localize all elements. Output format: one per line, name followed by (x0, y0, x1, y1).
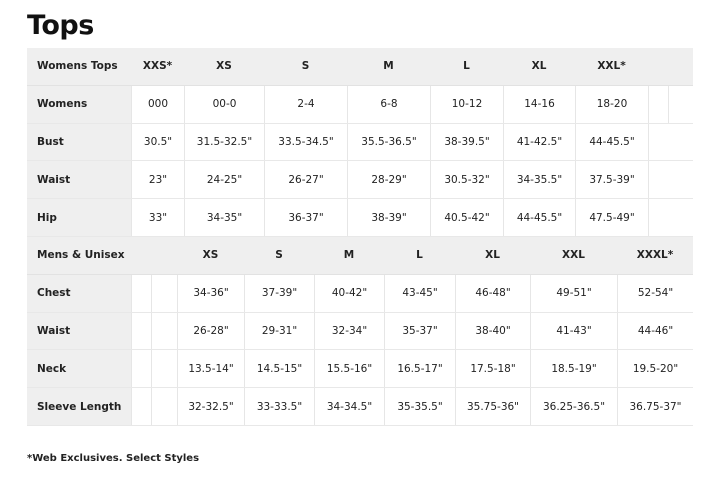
table-cell: 31.5-32.5" (184, 124, 264, 161)
table-row (27, 199, 693, 237)
empty-cell (151, 350, 177, 387)
row-label: Neck (27, 350, 131, 387)
table-cell: 34-36" (177, 275, 244, 312)
table-cell: 17.5-18" (455, 350, 530, 387)
table-cell: 33" (131, 199, 184, 236)
table-cell: 00-0 (184, 86, 264, 123)
table-cell: 37.5-39" (575, 161, 648, 198)
table-cell: 36-37" (264, 199, 347, 236)
womens-size-header: S (301, 60, 310, 73)
table-cell: 16.5-17" (384, 350, 455, 387)
table-cell: 14-16 (503, 86, 575, 123)
table-cell: 33.5-34.5" (264, 124, 347, 161)
table-row (27, 275, 693, 313)
table-cell: 19.5-20" (617, 350, 693, 387)
table-cell: 13.5-14" (177, 350, 244, 387)
table-cell: 26-28" (177, 313, 244, 350)
empty-cell (151, 275, 177, 312)
table-cell: 38-40" (455, 313, 530, 350)
mens-size-header: XXL (562, 249, 585, 262)
womens-header-row (27, 48, 693, 86)
table-cell: 44-46" (617, 313, 693, 350)
empty-cell (151, 313, 177, 350)
page-title: Tops (27, 10, 94, 41)
table-cell: 32-32.5" (177, 388, 244, 425)
table-cell: 32-34" (314, 313, 384, 350)
table-cell: 44-45.5" (575, 124, 648, 161)
empty-cell (131, 388, 151, 425)
table-cell: 14.5-15" (244, 350, 314, 387)
empty-cell (131, 350, 151, 387)
row-label: Bust (27, 124, 131, 161)
table-cell: 41-43" (530, 313, 617, 350)
row-label: Hip (27, 199, 131, 236)
table-cell: 35-35.5" (384, 388, 455, 425)
table-cell: 35.5-36.5" (347, 124, 430, 161)
row-label: Chest (27, 275, 131, 312)
table-cell: 30.5-32" (430, 161, 503, 198)
table-cell: 40-42" (314, 275, 384, 312)
table-cell: 18-20 (575, 86, 648, 123)
table-cell: 34-35" (184, 199, 264, 236)
mens-size-header: L (416, 249, 423, 262)
table-cell: 47.5-49" (575, 199, 648, 236)
table-row (27, 350, 693, 388)
empty-cell (131, 313, 151, 350)
table-cell: 15.5-16" (314, 350, 384, 387)
table-cell: 10-12 (430, 86, 503, 123)
row-label: Sleeve Length (27, 388, 131, 425)
empty-cell (648, 199, 668, 236)
table-cell: 000 (131, 86, 184, 123)
mens-header-label: Mens & Unisex (27, 237, 131, 274)
womens-size-header: XL (531, 60, 547, 73)
empty-cell (648, 86, 668, 123)
empty-cell (668, 86, 693, 123)
womens-size-header: XXS* (142, 60, 173, 73)
table-row (27, 388, 693, 426)
table-cell: 34-35.5" (503, 161, 575, 198)
table-cell: 52-54" (617, 275, 693, 312)
table-cell: 44-45.5" (503, 199, 575, 236)
womens-size-header: XXL* (597, 60, 626, 73)
size-chart-table (27, 48, 693, 426)
table-cell: 37-39" (244, 275, 314, 312)
mens-size-header: S (275, 249, 283, 262)
mens-size-header: XXXL* (636, 249, 674, 262)
mens-header-row (27, 237, 693, 275)
womens-size-header: M (383, 60, 394, 73)
table-cell: 35-37" (384, 313, 455, 350)
table-cell: 36.75-37" (617, 388, 693, 425)
empty-cell (131, 275, 151, 312)
table-row (27, 313, 693, 351)
table-cell: 34-34.5" (314, 388, 384, 425)
row-label: Waist (27, 313, 131, 350)
table-cell: 29-31" (244, 313, 314, 350)
empty-cell (151, 388, 177, 425)
table-cell: 40.5-42" (430, 199, 503, 236)
womens-header-label: Womens Tops (27, 48, 131, 85)
table-cell: 41-42.5" (503, 124, 575, 161)
table-cell: 35.75-36" (455, 388, 530, 425)
table-cell: 43-45" (384, 275, 455, 312)
mens-size-header: M (343, 249, 355, 262)
table-cell: 33-33.5" (244, 388, 314, 425)
table-cell: 2-4 (264, 86, 347, 123)
row-label: Waist (27, 161, 131, 198)
table-cell: 30.5" (131, 124, 184, 161)
mens-size-header: XS (202, 249, 219, 262)
empty-cell (648, 161, 668, 198)
table-row (27, 124, 693, 162)
table-cell: 38-39.5" (430, 124, 503, 161)
table-cell: 38-39" (347, 199, 430, 236)
womens-size-header: XS (216, 60, 232, 73)
table-cell: 24-25" (184, 161, 264, 198)
row-label: Womens (27, 86, 131, 123)
table-cell: 46-48" (455, 275, 530, 312)
table-cell: 26-27" (264, 161, 347, 198)
table-row (27, 86, 693, 124)
table-cell: 49-51" (530, 275, 617, 312)
table-cell: 6-8 (347, 86, 430, 123)
footnote: *Web Exclusives. Select Styles (27, 453, 200, 464)
table-cell: 28-29" (347, 161, 430, 198)
table-cell: 18.5-19" (530, 350, 617, 387)
table-row (27, 161, 693, 199)
table-cell: 23" (131, 161, 184, 198)
womens-size-header: L (463, 60, 470, 73)
table-cell: 36.25-36.5" (530, 388, 617, 425)
empty-cell (648, 124, 668, 161)
mens-size-header: XL (485, 249, 500, 262)
